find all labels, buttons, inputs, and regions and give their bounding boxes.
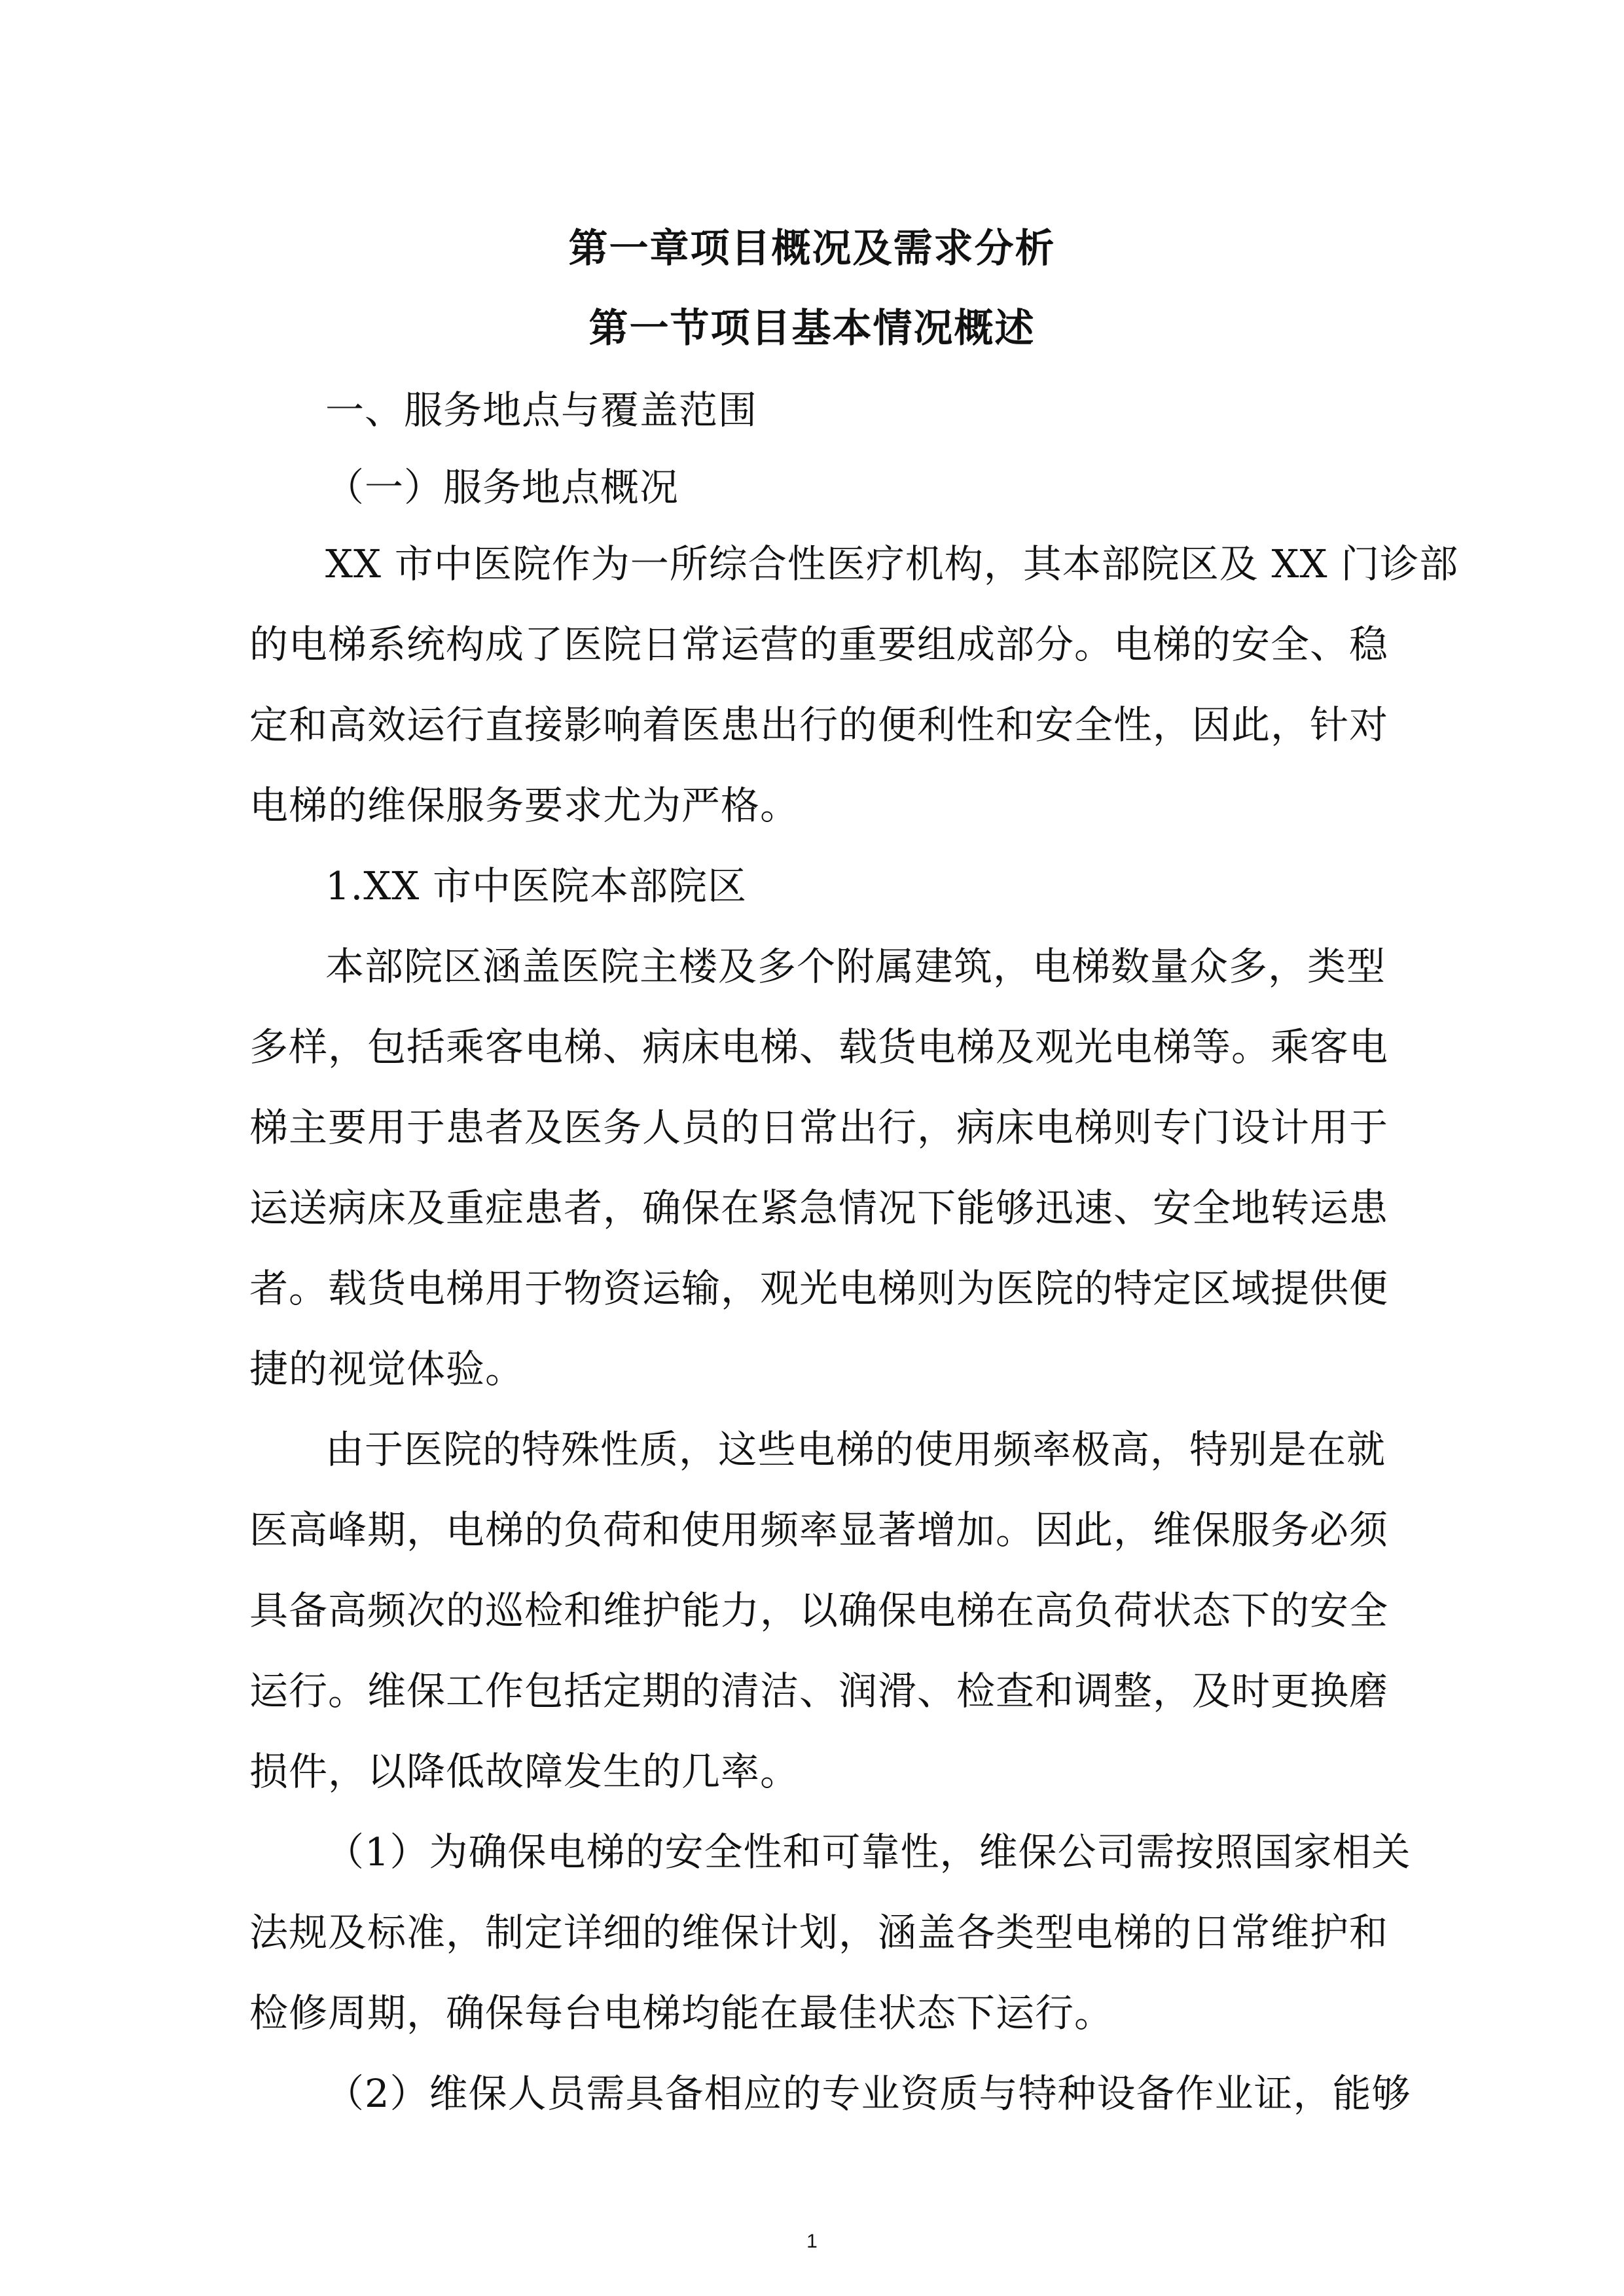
paragraph-line: 的电梯系统构成了医院日常运营的重要组成部分。电梯的安全、稳 bbox=[249, 622, 1389, 667]
paragraph-line: 捷的视觉体验。 bbox=[249, 1346, 525, 1391]
paragraph-line: 本部院区涵盖医院主楼及多个附属建筑，电梯数量众多，类型 bbox=[325, 944, 1386, 989]
paragraph-line: 运行。维保工作包括定期的清洁、润滑、检查和调整，及时更换磨 bbox=[249, 1668, 1389, 1713]
subheading-main-campus: 1.XX 市中医院本部院区 bbox=[325, 863, 748, 908]
paragraph-line: 检修周期，确保每台电梯均能在最佳状态下运行。 bbox=[249, 1990, 1114, 2036]
paragraph-line: 具备高频次的巡检和维护能力，以确保电梯在高负荷状态下的安全 bbox=[249, 1588, 1389, 1633]
paragraph-line: 多样，包括乘客电梯、病床电梯、载货电梯及观光电梯等。乘客电 bbox=[249, 1024, 1389, 1069]
section-title: 第一节项目基本情况概述 bbox=[588, 306, 1036, 351]
heading-location-overview: （一）服务地点概况 bbox=[325, 465, 679, 510]
paragraph-line: 由于医院的特殊性质，这些电梯的使用频率极高，特别是在就 bbox=[325, 1427, 1386, 1472]
paragraph-line: 定和高效运行直接影响着医患出行的便利性和安全性，因此，针对 bbox=[249, 702, 1389, 747]
chapter-title: 第一章项目概况及需求分析 bbox=[568, 226, 1056, 272]
paragraph-line: 医高峰期，电梯的负荷和使用频率显著增加。因此，维保服务必须 bbox=[249, 1507, 1389, 1552]
paragraph-line: 损件，以降低故障发生的几率。 bbox=[249, 1749, 800, 1794]
paragraph-line: XX 市中医院作为一所综合性医疗机构，其本部院区及 XX 门诊部 bbox=[325, 541, 1459, 586]
heading-service-location: 一、服务地点与覆盖范围 bbox=[325, 387, 758, 433]
paragraph-line: 电梯的维保服务要求尤为严格。 bbox=[249, 783, 800, 828]
paragraph-line: 者。载货电梯用于物资运输，观光电梯则为医院的特定区域提供便 bbox=[249, 1266, 1389, 1311]
paragraph-line: 梯主要用于患者及医务人员的日常出行，病床电梯则专门设计用于 bbox=[249, 1105, 1389, 1150]
paragraph-line: 运送病床及重症患者，确保在紧急情况下能够迅速、安全地转运患 bbox=[249, 1185, 1389, 1230]
paragraph-line: （2）维保人员需具备相应的专业资质与特种设备作业证，能够 bbox=[325, 2071, 1411, 2116]
paragraph-line: 法规及标准，制定详细的维保计划，涵盖各类型电梯的日常维护和 bbox=[249, 1910, 1389, 1955]
paragraph-line: （1）为确保电梯的安全性和可靠性，维保公司需按照国家相关 bbox=[325, 1829, 1411, 1874]
page-number: 1 bbox=[806, 2231, 818, 2252]
